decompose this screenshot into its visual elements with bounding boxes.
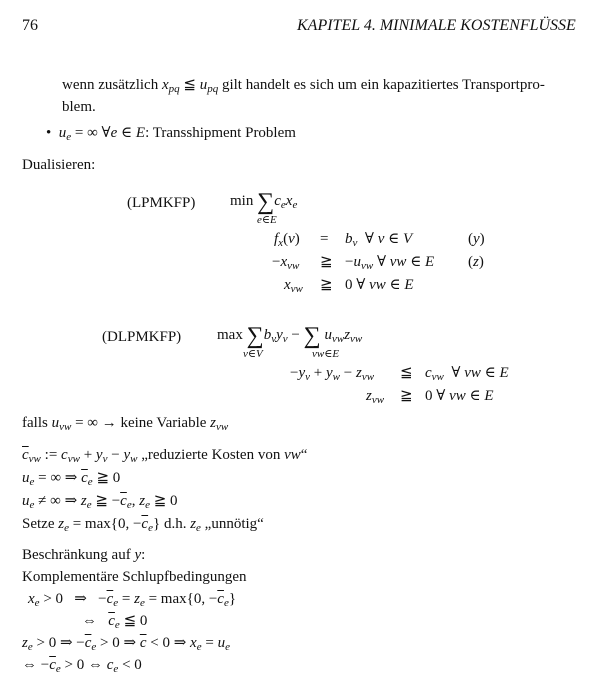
slack-line-3: $z_e > 0$ ⇒ $-\overline{c}_e > 0$ ⇒ $\overline{c} < 0$ ⇒ $x_e = u_e$	[22, 635, 230, 653]
dlp-c1-lhs: $-y_v + y_w - z_{vw}$	[290, 365, 375, 383]
lp-c1-rhs: $b_v$ ∀ v ∈ V	[345, 231, 413, 249]
text-w1: wenn zusätzlich	[62, 77, 159, 93]
reduced-cost-def: $\overline{c}_{vw}$ := $c_{vw} + y_v - y_w$ „reduzierte Kosten von vw“	[22, 447, 308, 465]
label-lpmkfp: (LPMKFP)	[127, 195, 196, 211]
lp-c3-lhs: $x_{vw}$	[284, 277, 303, 295]
slack-line-2: ⇔ $\overline{c}_e$ ≦ 0	[82, 613, 148, 631]
text-komplementaer: Komplementäre Schlupfbedingungen	[22, 569, 247, 585]
lp-c3-rel: ≧	[320, 277, 333, 293]
text-redk: „reduzierte Kosten von	[141, 447, 281, 463]
dlp-c2-rhs: 0 ∀ vw ∈ E	[425, 388, 494, 404]
case-infinite: $u_e$ = ∞ ⇒ $\overline{c}_e$ ≧ 0	[22, 470, 121, 488]
text-setze: Setze	[22, 516, 55, 532]
lp-c3-rhs: 0 ∀ vw ∈ E	[345, 277, 414, 293]
text-transship: : Transshipment Problem	[145, 125, 296, 141]
lp-c2-rel: ≧	[320, 254, 333, 270]
dlp-sum-limit-2: vw∈E	[312, 348, 340, 360]
beschraenkung-line: Beschränkung auf y:	[22, 547, 146, 563]
lp-c2-lhs: $-x_{vw}$	[272, 254, 300, 272]
text-line-1: wenn zusätzlich $x_{pq}$ ≦ $u_{pq}$ gilt handelt es sich um ein kapazitiertes Transportpro-	[62, 77, 545, 95]
chapter-header: KAPITEL 4. MINIMALE KOSTENFLÜSSE	[297, 17, 576, 34]
text-falls: falls	[22, 415, 48, 431]
page-number: 76	[22, 17, 38, 34]
lp-c1-dual: (y)	[468, 231, 485, 247]
text-line-2: blem.	[62, 99, 96, 115]
lp-c2-rhs: $-u_{vw}$ ∀ vw ∈ E	[345, 254, 435, 272]
text-keine: keine Variable	[120, 415, 207, 431]
bullet-item: • $u_e$ = ∞ ∀e ∈ E: Transshipment Problem	[46, 125, 296, 143]
lp-c1-lhs: $f_x(v)$	[274, 231, 300, 249]
setze-line: Setze $z_e = \max\{0$, $-\overline{c}_e$} d.h. $z_e$ „unnötig“	[22, 516, 264, 534]
lp-c1-rel: =	[320, 231, 329, 247]
label-dlpmkfp: (DLPMKFP)	[102, 329, 182, 345]
text-dualisieren: Dualisieren:	[22, 157, 96, 173]
lp-c2-dual: (z)	[468, 254, 484, 270]
dlp-sum-limit-1: v∈V	[243, 348, 263, 360]
text-unnoetig: „unnötig“	[204, 516, 264, 532]
dlp-objective: $\max \sum b_vy_v$ − ∑ $u_{vw}z_{vw}$	[217, 323, 363, 349]
text-w2: gilt handelt es sich um ein kapazitiertes Transportpro-	[221, 77, 545, 93]
dlp-c2-lhs: $z_{vw}$	[366, 388, 385, 406]
text-dh: d.h.	[163, 516, 187, 532]
falls-line: falls $u_{vw}$ = ∞ → keine Variable $z_{vw}$	[22, 415, 229, 433]
dlp-c2-rel: ≧	[400, 388, 413, 404]
dlp-c1-rel: ≦	[400, 365, 413, 381]
case-finite: $u_e$ ≠ ∞ ⇒ $z_e$ ≧ $-\overline{c}_e$, $z_e$ ≧ 0	[22, 493, 178, 511]
slack-line-1: $x_e > 0$ ⇒ $-\overline{c}_e = z_e = \max\{0$, $-\overline{c}_e$}	[28, 591, 237, 609]
lp-objective: $\min \sum c_ex_e$	[230, 189, 298, 215]
lp-sum-limit: e∈E	[257, 214, 277, 226]
dlp-c1-rhs: $c_{vw}$ ∀ vw ∈ E	[425, 365, 509, 383]
slack-line-4: ⇔ $-\overline{c}_e > 0$ ⇔ $c_e < 0$	[22, 657, 142, 675]
text-beschr: Beschränkung auf	[22, 547, 131, 563]
